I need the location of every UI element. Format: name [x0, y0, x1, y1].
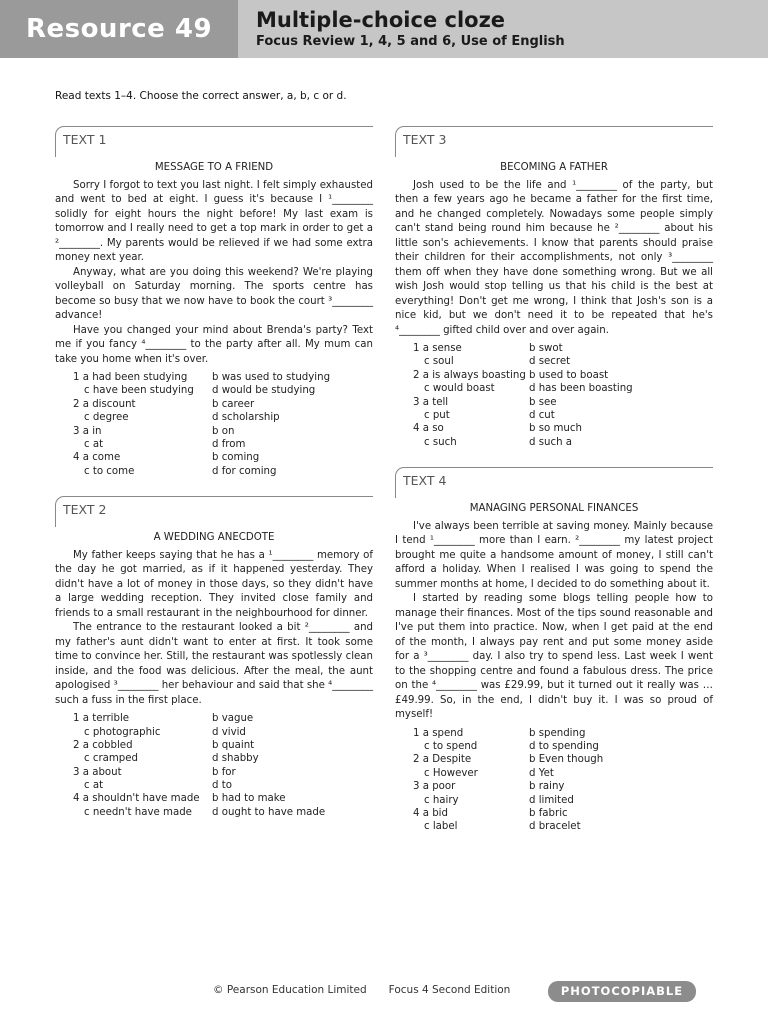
option-row	[395, 780, 713, 793]
option-b: b see	[529, 396, 557, 408]
text-1-paragraph: Have you changed your mind about Brenda's party? Text me if you fancy ⁴________ to the party after all. My mum can take you home when it's over.	[55, 324, 373, 365]
option-d: d to	[212, 780, 232, 792]
option-c: c to come	[84, 465, 135, 477]
text-1-label: TEXT 1	[63, 132, 107, 147]
text-2-label: TEXT 2	[63, 502, 107, 518]
option-row	[55, 425, 373, 438]
option-a: 4 a shouldn't have made	[73, 793, 200, 805]
option-c: c label	[424, 821, 458, 833]
option-c: c at	[84, 780, 104, 792]
option-row	[55, 398, 373, 411]
option-b: b rainy	[529, 781, 565, 793]
text-1-options	[55, 371, 373, 478]
option-c: c have been studying	[84, 385, 194, 397]
resource-number: Resource 49	[0, 0, 238, 58]
option-row	[55, 806, 373, 819]
option-row	[395, 409, 713, 422]
option-c: c would boast	[424, 383, 495, 395]
option-c: c at	[84, 438, 104, 450]
option-b: b was used to studying	[212, 372, 331, 383]
option-b: b coming	[212, 452, 260, 464]
text-2-tab	[55, 496, 373, 527]
option-d: d for coming	[212, 465, 277, 477]
option-d: d shabby	[212, 753, 259, 765]
option-d: d would be studying	[212, 385, 316, 397]
option-a: 1 a terrible	[73, 713, 130, 725]
option-d: d from	[212, 438, 246, 450]
text-1-title: MESSAGE TO A FRIEND	[154, 162, 274, 173]
text-4-paragraph: I've always been terrible at saving money. Mainly because I tend ¹________ more than I earn. ²________ my latest project brought me quite a handsome amount of money, I still can't afford a holiday. When I realised I was going to spend the summer months at home, I decided to do something about it.	[395, 520, 713, 590]
text-3-options	[395, 342, 713, 449]
option-b: b spending	[529, 727, 586, 739]
right-column	[395, 126, 713, 834]
text-1-paragraph: Sorry I forgot to text you last night. I felt simply exhausted and went to bed at eight. I guess it's because I ¹________ solidly for eight hours the night before! My last exam is tomorrow and I really need to get a top mark in order to get a ²________. My parents would be relieved if we had some extra money next year.	[55, 179, 373, 263]
text-4-section	[395, 467, 713, 834]
option-b: b swot	[529, 343, 563, 354]
text-4-label: TEXT 4	[403, 473, 447, 489]
text-3-paragraph: Josh used to be the life and ¹________ of the party, but then a few years ago he became a father for the first time, and he changed completely. Nowadays some people simply can't stand being round him because he ²________ about his little son's achievements. I know that parents should praise their children for their accomplishments, not only ³________ them off when they have done something wrong. But we all wish Josh would stop telling us that his child is the best at everything! Don't get me wrong, I think that Josh's son is a nice kid, but we don't need it to be repeated that he's ⁴________ gifted child over and over again.	[395, 179, 713, 336]
option-d: d vivid	[212, 726, 246, 738]
option-row	[395, 740, 713, 753]
option-d: d to spending	[529, 741, 599, 753]
text-4-paragraph: I started by reading some blogs telling people how to manage their finances. Most of the tips sound reasonable and I've put them into practice. Now, when I get paid at the end of the month, I always pay rent and put some money aside for a ³________ day. I also try to spend less. Last week I went to the shopping centre and found a fabulous dress. The price on the ⁴________ was £29.99, but it turned out it really was … £49.99. So, in the end, I didn't buy it. I was so proud of myself!	[395, 593, 713, 721]
option-row	[395, 727, 713, 740]
left-column	[55, 126, 373, 819]
option-c: c hairy	[424, 794, 459, 806]
option-d: d bracelet	[529, 821, 581, 833]
option-b: b vague	[212, 713, 254, 725]
option-a: 3 a tell	[413, 396, 449, 408]
option-c: c degree	[84, 412, 129, 424]
option-b: b for	[212, 766, 236, 778]
text-2-section	[55, 496, 373, 819]
option-row	[395, 355, 713, 368]
option-c: c needn't have made	[84, 806, 192, 818]
option-b: b on	[212, 425, 235, 437]
option-d: d ought to have made	[212, 806, 326, 818]
option-b: b Even though	[529, 754, 604, 766]
option-row	[55, 465, 373, 478]
text-3-section	[395, 126, 713, 449]
option-a: 3 a poor	[413, 781, 456, 793]
option-row	[55, 739, 373, 752]
option-row	[55, 726, 373, 739]
page-title: Multiple-choice cloze	[256, 8, 506, 32]
text-4-options	[395, 727, 713, 834]
option-row	[395, 396, 713, 409]
option-a: 4 a so	[413, 423, 444, 435]
text-1-tab	[55, 126, 373, 157]
text-4-tab	[395, 467, 713, 498]
instructions: Read texts 1–4. Choose the correct answer, a, b, c or d.	[55, 90, 347, 102]
option-row	[395, 807, 713, 820]
page-header	[0, 0, 768, 58]
option-b: b career	[212, 398, 255, 410]
option-row	[395, 422, 713, 435]
text-1-section	[55, 126, 373, 478]
text-3-label: TEXT 3	[403, 132, 447, 147]
photocopiable-badge: PHOTOCOPIABLE	[548, 981, 696, 1002]
option-a: 1 a had been studying	[73, 372, 188, 383]
option-d: d Yet	[529, 767, 554, 779]
option-d: d such a	[529, 436, 573, 448]
option-c: c cramped	[84, 753, 138, 765]
option-c: c soul	[424, 356, 454, 368]
option-row	[55, 371, 373, 384]
option-c: c such	[424, 436, 457, 448]
option-c: c put	[424, 409, 450, 421]
text-3-tab	[395, 126, 713, 157]
option-row	[395, 794, 713, 807]
edition-text: Focus 4 Second Edition	[388, 984, 511, 996]
option-a: 2 a is always boasting	[413, 369, 526, 381]
option-c: c to spend	[424, 741, 478, 753]
option-row	[395, 436, 713, 449]
option-a: 1 a spend	[413, 727, 464, 739]
option-row	[55, 779, 373, 792]
text-1-paragraph: Anyway, what are you doing this weekend? We're playing volleyball on Saturday morning. The sports centre has become so busy that we now have to book the court ³________ advance!	[55, 266, 373, 321]
option-d: d limited	[529, 794, 574, 806]
option-b: b fabric	[529, 807, 568, 819]
copyright-text: © Pearson Education Limited	[213, 984, 367, 996]
option-row	[55, 766, 373, 779]
option-a: 3 a in	[73, 425, 102, 437]
text-3-title: BECOMING A FATHER	[500, 162, 608, 173]
option-b: b had to make	[212, 793, 286, 805]
text-4-title: MANAGING PERSONAL FINANCES	[469, 503, 639, 515]
option-a: 2 a Despite	[413, 754, 472, 766]
option-c: c However	[424, 767, 478, 779]
page-footer	[213, 984, 510, 996]
option-a: 2 a discount	[73, 398, 136, 410]
option-row	[55, 712, 373, 725]
option-b: b used to boast	[529, 369, 609, 381]
option-a: 1 a sense	[413, 343, 462, 354]
option-row	[395, 767, 713, 780]
option-d: d cut	[529, 409, 555, 421]
option-a: 4 a bid	[413, 807, 448, 819]
option-row	[395, 369, 713, 382]
option-row	[395, 342, 713, 355]
option-b: b quaint	[212, 739, 255, 751]
option-d: d secret	[529, 356, 571, 368]
option-row	[55, 411, 373, 424]
option-d: d has been boasting	[529, 383, 633, 395]
option-row	[55, 752, 373, 765]
text-2-paragraph: The entrance to the restaurant looked a bit ²________ and my father's aunt didn't want to enter at first. It took some time to convince her. Still, the restaurant was spotlessly clean inside, and the food was delicious. After the meal, the aunt apologised ³________ her behaviour and said that she ⁴________ such a fuss in the first place.	[55, 622, 373, 706]
option-row	[55, 438, 373, 451]
option-c: c photographic	[84, 726, 161, 738]
page-subtitle: Focus Review 1, 4, 5 and 6, Use of English	[256, 34, 565, 49]
text-2-options	[55, 712, 373, 819]
option-row	[55, 792, 373, 805]
option-row	[395, 382, 713, 395]
option-d: d scholarship	[212, 412, 280, 424]
option-a: 3 a about	[73, 766, 122, 778]
option-row	[395, 753, 713, 766]
option-a: 4 a come	[73, 452, 121, 464]
text-2-paragraph: My father keeps saying that he has a ¹________ memory of the day he got married, as if it happened yesterday. They didn't have a lot of money in those days, so they didn't have a large wedding reception. They invited close family and friends to a small restaurant in the neighbourhood for dinner.	[55, 549, 373, 619]
option-row	[55, 451, 373, 464]
text-2-title: A WEDDING ANECDOTE	[153, 532, 275, 544]
option-a: 2 a cobbled	[73, 739, 133, 751]
option-b: b so much	[529, 423, 582, 435]
option-row	[55, 384, 373, 397]
option-row	[395, 820, 713, 833]
